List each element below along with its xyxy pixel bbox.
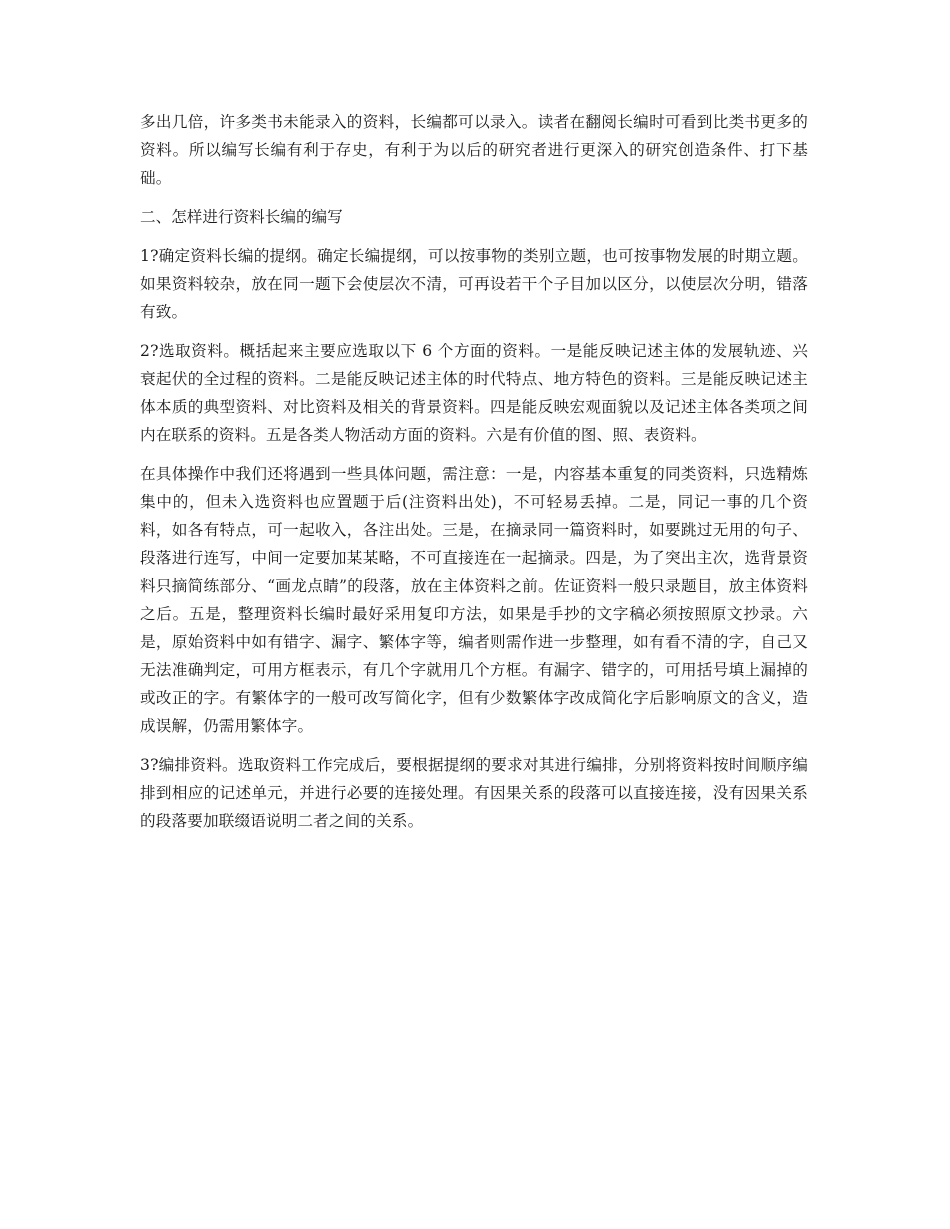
paragraph-step-3-arrangement: 3?编排资料。选取资料工作完成后，要根据提纲的要求对其进行编排，分别将资料按时间顺序编排到相应的记述单元，并进行必要的连接处理。有因果关系的段落可以直接连接，没有因果关系的段落要加联缀语说明二者之间的关系。 [140,756,808,830]
paragraph-operation-notes: 在具体操作中我们还将遇到一些具体问题，需注意：一是，内容基本重复的同类资料，只选精炼集中的，但未入选资料也应置题于后(注资料出处)，不可轻易丢掉。二是，同记一事的几个资料，如各有特点，可一起收入，各注出处。三是，在摘录同一篇资料时，如要跳过无用的句子、段落进行连写，中间一定要加某某略，不可直接连在一起摘录。四是，为了突出主次，选背景资料只摘简练部分、“画龙点睛”的段落，放在主体资料之前。佐证资料一般只录题目，放主体资料之后。五是，整理资料长编时最好采用复印方法，如果是手抄的文字稿必须按照原文抄录。六是，原始资料中如有错字、漏字、繁体字等，编者则需作进一步整理，如有看不清的字，自己又无法准确判定，可用方框表示，有几个字就用几个方框。有漏字、错字的，可用括号填上漏掉的或改正的字。有繁体字的一般可改写简化字，但有少数繁体字改成简化字后影响原文的含义，造成误解，仍需用繁体字。 [140,465,808,735]
document-page [140,108,808,846]
paragraph-step-1-outline: 1?确定资料长编的提纲。确定长编提纲，可以按事物的类别立题，也可按事物发展的时期立题。如果资料较杂，放在同一题下会使层次不清，可再设若干个子目加以区分，以使层次分明，错落有致。 [140,247,808,321]
paragraph-intro-continuation: 多出几倍，许多类书未能录入的资料，长编都可以录入。读者在翻阅长编时可看到比类书更多的资料。所以编写长编有利于存史，有利于为以后的研究者进行更深入的研究创造条件、打下基础。 [140,113,808,187]
section-heading: 二、怎样进行资料长编的编写 [140,208,343,226]
paragraph-step-2-selection: 2?选取资料。概括起来主要应选取以下 6 个方面的资料。一是能反映记述主体的发展轨迹、兴衰起伏的全过程的资料。二是能反映记述主体的时代特点、地方特色的资料。三是能反映记述主体本质的典型资料、对比资料及相关的背景资料。四是能反映宏观面貌以及记述主体各类项之间内在联系的资料。五是各类人物活动方面的资料。六是有价值的图、照、表资料。 [140,342,808,444]
